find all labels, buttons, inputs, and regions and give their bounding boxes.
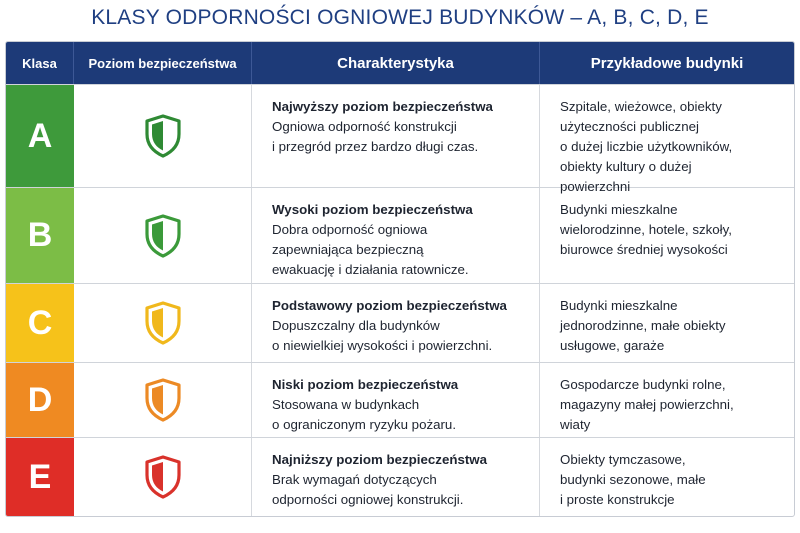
description-line: o ograniczonym ryzyku pożaru. bbox=[272, 417, 457, 432]
level-heading: Najniższy poziom bezpieczeństwa bbox=[272, 452, 488, 467]
examples-cell bbox=[540, 188, 794, 283]
example-line: o dużej liczbie użytkowników, bbox=[560, 139, 733, 154]
characteristic-cell bbox=[252, 284, 540, 362]
example-line: biurowce średniej wysokości bbox=[560, 242, 728, 257]
fire-class-table bbox=[5, 41, 795, 517]
class-letter: D bbox=[6, 363, 74, 437]
class-letter: E bbox=[6, 438, 74, 516]
examples-cell bbox=[540, 284, 794, 362]
page-title: KLASY ODPORNOŚCI OGNIOWEJ BUDYNKÓW – A, B, C, D, E bbox=[91, 6, 709, 29]
description-line: ewakuację i działania ratownicze. bbox=[272, 262, 469, 277]
header-poziom: Poziom bezpieczeństwa bbox=[74, 42, 252, 84]
characteristic-cell bbox=[252, 188, 540, 283]
table-header bbox=[6, 42, 794, 84]
shield-icon bbox=[144, 378, 182, 422]
shield-icon bbox=[144, 301, 182, 345]
header-klasa: Klasa bbox=[6, 42, 74, 84]
class-letter: C bbox=[6, 284, 74, 362]
example-line: i proste konstrukcje bbox=[560, 492, 675, 507]
description-line: Ogniowa odporność konstrukcji bbox=[272, 119, 457, 134]
example-line: magazyny małej powierzchni, bbox=[560, 397, 734, 412]
safety-level-cell bbox=[74, 284, 252, 362]
description-line: odporności ogniowej konstrukcji. bbox=[272, 492, 464, 507]
example-line: wielorodzinne, hotele, szkoły, bbox=[560, 222, 732, 237]
characteristic-cell bbox=[252, 363, 540, 437]
description-line: Dobra odporność ogniowa bbox=[272, 222, 428, 237]
example-line: usługowe, garaże bbox=[560, 338, 665, 353]
safety-level-cell bbox=[74, 438, 252, 516]
example-line: wiaty bbox=[560, 417, 591, 432]
description-line: Brak wymagań dotyczących bbox=[272, 472, 437, 487]
safety-level-cell bbox=[74, 85, 252, 187]
header-charakterystyka: Charakterystyka bbox=[252, 42, 540, 84]
safety-level-cell bbox=[74, 188, 252, 283]
class-letter: B bbox=[6, 188, 74, 283]
table-row bbox=[6, 437, 794, 516]
description-line: Dopuszczalny dla budynków bbox=[272, 318, 440, 333]
examples-cell bbox=[540, 363, 794, 437]
description-line: i przegród przez bardzo długi czas. bbox=[272, 139, 479, 154]
table-row bbox=[6, 187, 794, 283]
level-heading: Niski poziom bezpieczeństwa bbox=[272, 377, 459, 392]
examples-cell bbox=[540, 438, 794, 516]
example-line: Budynki mieszkalne bbox=[560, 202, 678, 217]
example-line: jednorodzinne, małe obiekty bbox=[560, 318, 726, 333]
example-line: Obiekty tymczasowe, bbox=[560, 452, 686, 467]
example-line: Budynki mieszkalne bbox=[560, 298, 678, 313]
class-letter: A bbox=[6, 85, 74, 187]
safety-level-cell bbox=[74, 363, 252, 437]
table-row bbox=[6, 84, 794, 194]
description-line: o niewielkiej wysokości i powierzchni. bbox=[272, 338, 493, 353]
description-line: zapewniająca bezpieczną bbox=[272, 242, 424, 257]
examples-cell bbox=[540, 85, 794, 194]
level-heading: Najwyższy poziom bezpieczeństwa bbox=[272, 99, 493, 114]
example-line: obiekty kultury o dużej bbox=[560, 159, 692, 174]
table-row bbox=[6, 283, 794, 362]
description-line: Stosowana w budynkach bbox=[272, 397, 420, 412]
example-line: budynki sezonowe, małe bbox=[560, 472, 706, 487]
shield-icon bbox=[144, 455, 182, 499]
example-line: Gospodarcze budynki rolne, bbox=[560, 377, 726, 392]
shield-icon bbox=[144, 114, 182, 158]
example-line: Szpitale, wieżowce, obiekty bbox=[560, 99, 722, 114]
example-line: użyteczności publicznej bbox=[560, 119, 699, 134]
level-heading: Podstawowy poziom bezpieczeństwa bbox=[272, 298, 507, 313]
level-heading: Wysoki poziom bezpieczeństwa bbox=[272, 202, 473, 217]
shield-icon bbox=[144, 214, 182, 258]
table-row bbox=[6, 362, 794, 437]
characteristic-cell bbox=[252, 438, 540, 516]
example-line: powierzchni bbox=[560, 179, 631, 194]
characteristic-cell bbox=[252, 85, 540, 187]
header-przyklady: Przykładowe budynki bbox=[590, 54, 744, 72]
